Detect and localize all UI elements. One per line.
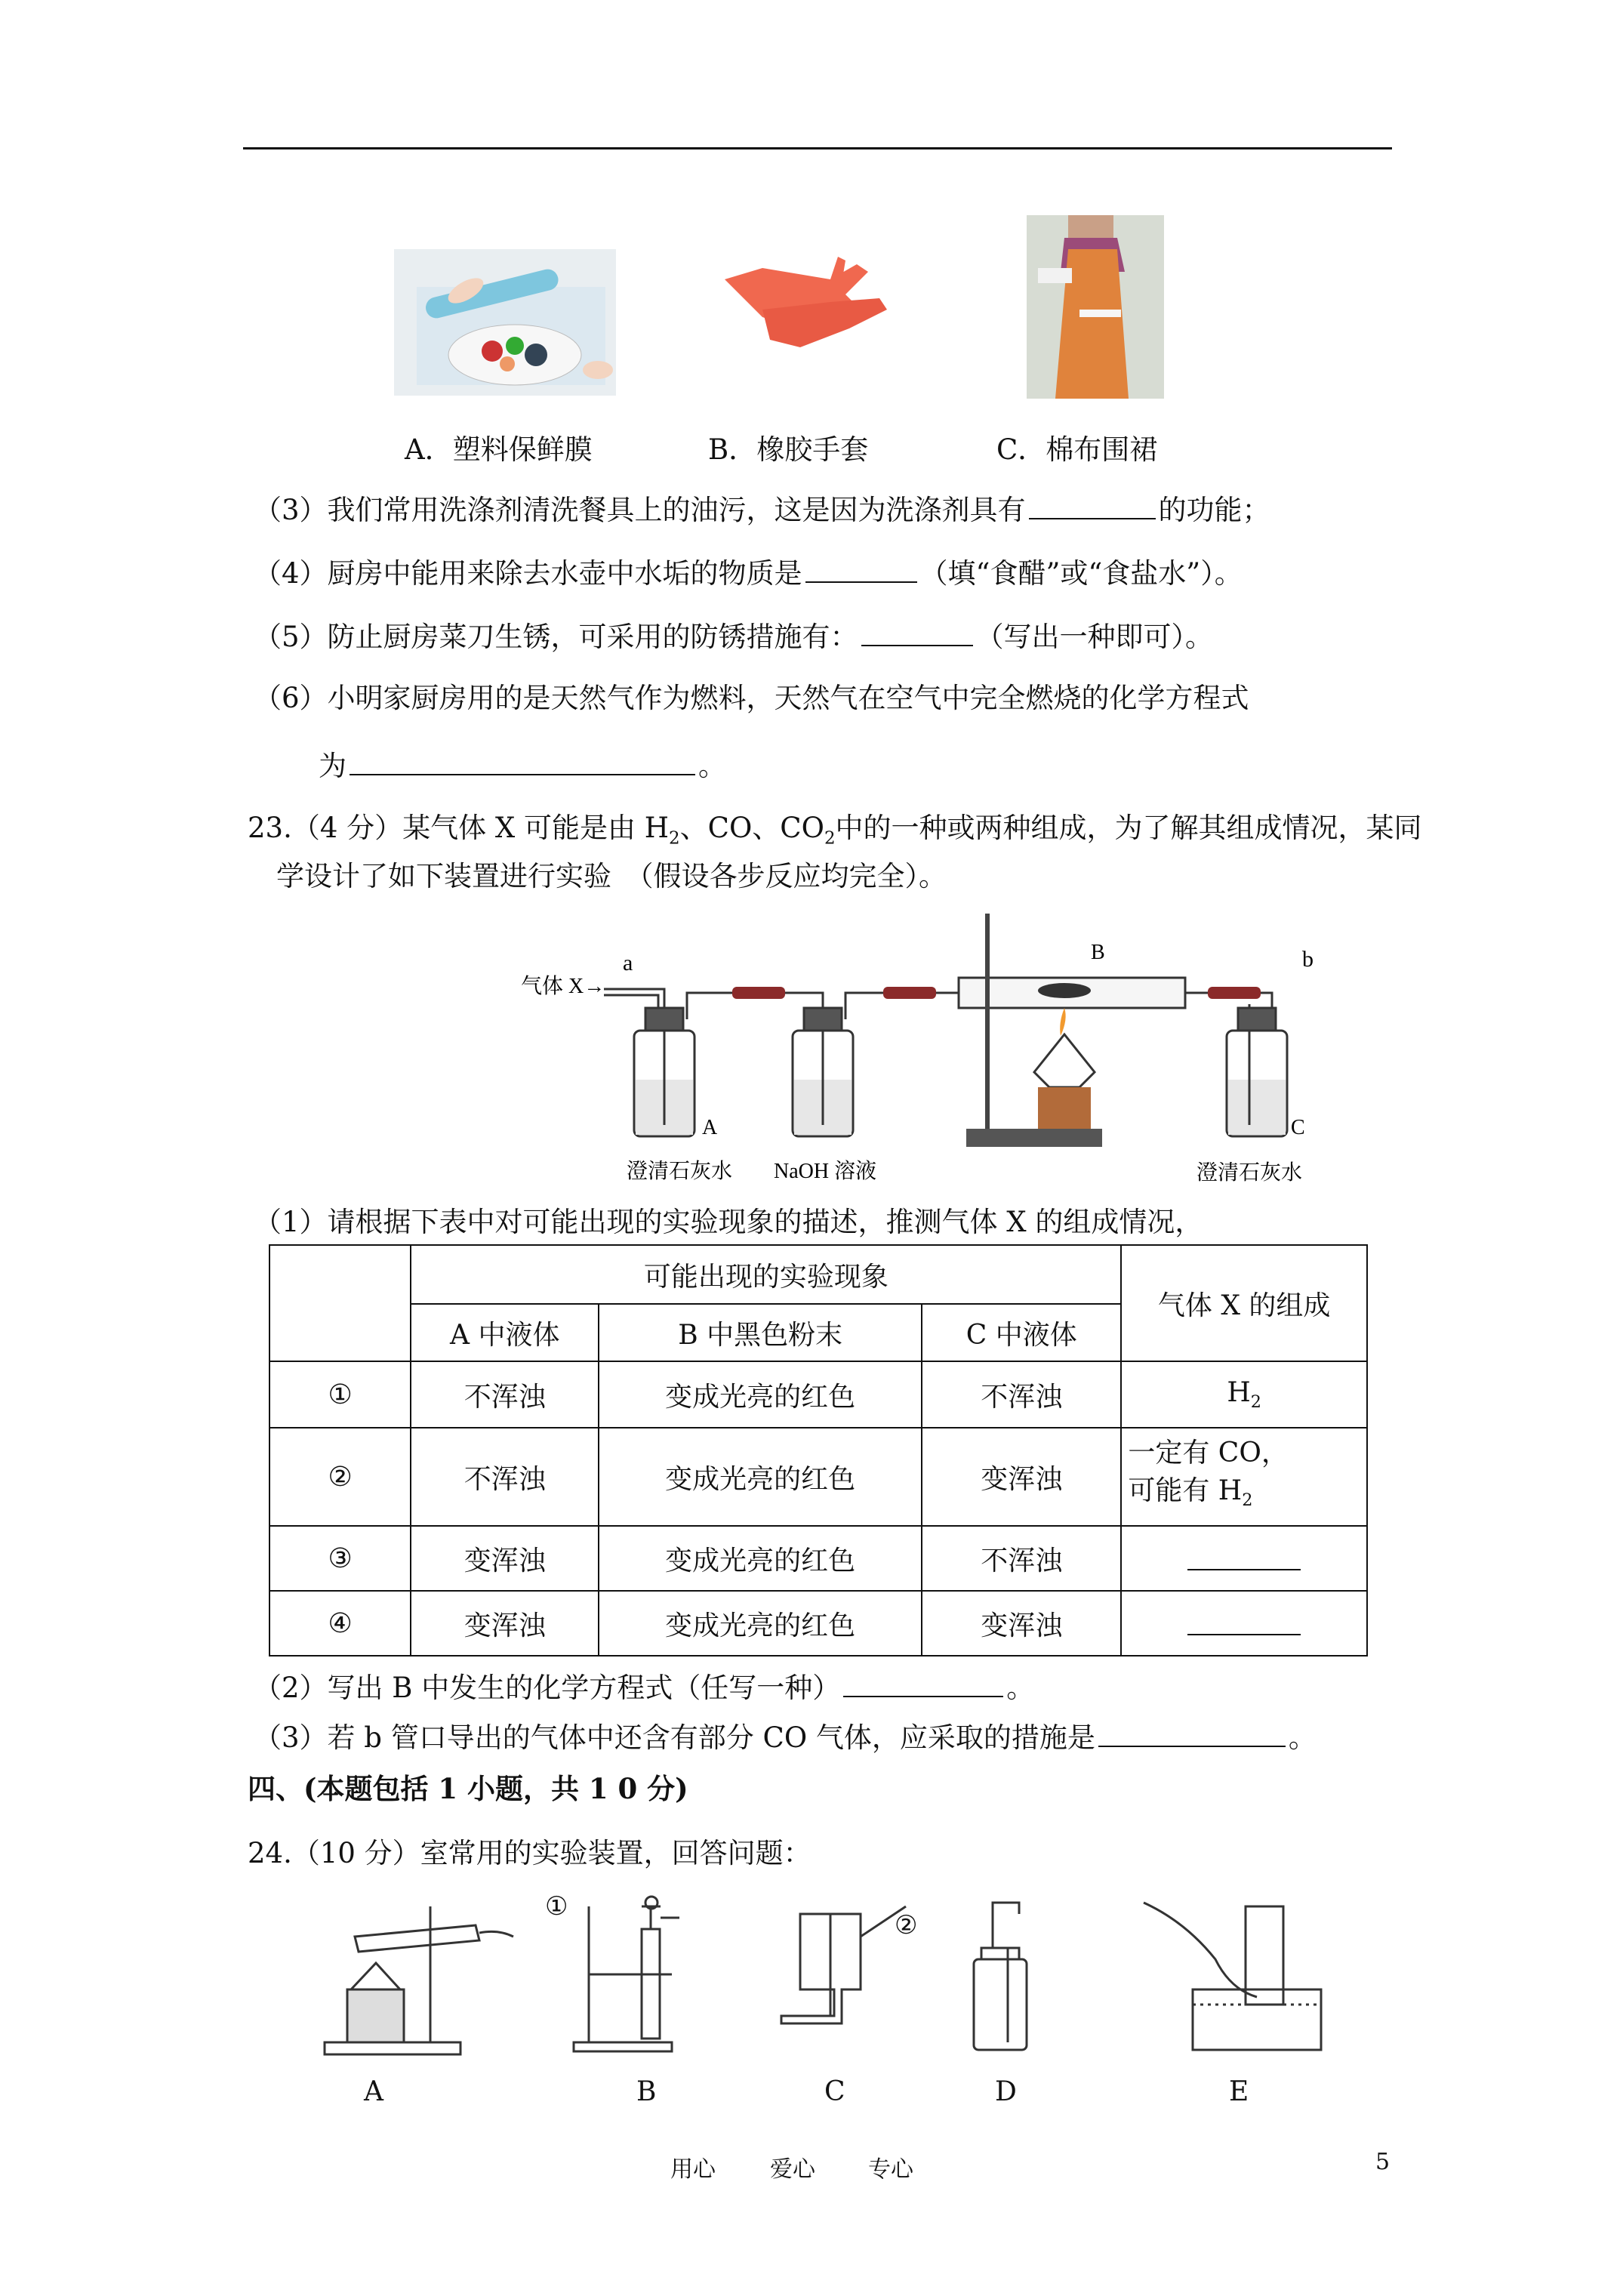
table-row: ④ 变浑浊 变成光亮的红色 变浑浊 (269, 1591, 1367, 1656)
q23-p2: （2）写出 B 中发生的化学方程式（任写一种） 。 (254, 1667, 1034, 1707)
q24-marker-1: ① (545, 1891, 568, 1922)
q24-marker-2: ② (895, 1910, 918, 1940)
table-col-a: A 中液体 (411, 1304, 599, 1361)
section-4-heading: 四、(本题包括 1 小题，共 1 0 分) (248, 1772, 688, 1805)
q24-label-d: D (995, 2076, 1017, 2107)
q24-label-e: E (1229, 2076, 1249, 2107)
point-b-label: b (1302, 947, 1313, 972)
footer-word-1: 用心 (670, 2156, 716, 2183)
caption-b: B．橡胶手套 (708, 433, 869, 466)
answer-blank[interactable] (843, 1667, 1003, 1697)
phenomena-table (269, 1244, 1368, 1657)
q22-p6-line1: （6）小明家厨房用的是天然气作为燃料，天然气在空气中完全燃烧的化学方程式 (254, 682, 1249, 714)
photo-cotton-apron (1027, 215, 1164, 399)
answer-blank[interactable] (1098, 1717, 1286, 1747)
q23-intro-2: 学设计了如下装置进行实验 （假设各步反应均完全）。 (276, 860, 947, 892)
tube-B-label: B (1091, 941, 1105, 964)
header-rule (243, 147, 1392, 149)
bottle-C-label: C (1291, 1116, 1305, 1139)
q22-p6-line2: 为 。 (319, 745, 726, 785)
caption-a: A．塑料保鲜膜 (405, 433, 593, 466)
table-col-b: B 中黑色粉末 (599, 1304, 922, 1361)
answer-blank[interactable] (861, 616, 973, 646)
photo-rubber-gloves (717, 227, 897, 370)
q23-p3: （3）若 b 管口导出的气体中还含有部分 CO 气体，应采取的措施是 。 (254, 1717, 1317, 1757)
answer-blank[interactable] (350, 745, 695, 775)
q24-label-b: B (636, 2076, 657, 2107)
table-row: ① 不浑浊 变成光亮的红色 不浑浊 $H_2$ (269, 1361, 1367, 1428)
answer-blank[interactable] (1029, 489, 1156, 519)
table-corner (269, 1245, 411, 1361)
q22-p4: （4）厨房中能用来除去水壶中水垢的物质是 （填“食醋”或“食盐水”）。 (254, 553, 1243, 593)
page-number: 5 (1375, 2149, 1390, 2175)
q24-label-c: C (824, 2076, 845, 2107)
bottle-c-solution: 澄清石灰水 (1196, 1161, 1303, 1185)
answer-blank[interactable] (1187, 1540, 1301, 1570)
table-composition-header: 气体 X 的组成 (1121, 1245, 1367, 1361)
answer-blank[interactable] (805, 553, 917, 583)
q23-apparatus-diagram (513, 898, 1329, 1193)
gas-in-label: 气体 X→ (521, 975, 605, 998)
q23-intro: 23.（4 分）某气体 X 可能是由 $H_2$、CO、$CO_2$中的一种或两种组成，为了解其组成情况，某同 (248, 812, 1422, 849)
q22-p3: （3）我们常用洗涤剂清洗餐具上的油污，这是因为洗涤剂具有 的功能； (254, 489, 1270, 529)
table-col-c: C 中液体 (922, 1304, 1121, 1361)
point-a-label: a (623, 951, 633, 975)
bottle-a-solution: 澄清石灰水 (627, 1160, 733, 1183)
q24-label-a: A (364, 2076, 383, 2107)
bottle-A-label: A (702, 1116, 718, 1139)
answer-blank[interactable] (1187, 1605, 1301, 1635)
q24-intro: 24.（10 分）室常用的实验装置，回答问题： (248, 1837, 812, 1869)
table-row: ③ 变浑浊 变成光亮的红色 不浑浊 (269, 1526, 1367, 1591)
footer-word-2: 爱心 (770, 2156, 815, 2183)
table-row: ② 不浑浊 变成光亮的红色 变浑浊 一定有 CO， 可能有 $H_2$ (269, 1428, 1367, 1526)
bottle-naoh-solution: NaOH 溶液 (774, 1160, 877, 1183)
q22-p5: （5）防止厨房菜刀生锈，可采用的防锈措施有： （写出一种即可）。 (254, 616, 1213, 656)
caption-c: C．棉布围裙 (996, 433, 1158, 466)
photo-plastic-wrap (394, 249, 616, 396)
q24-apparatus-diagram (317, 1891, 1329, 2118)
q23-p1: （1）请根据下表中对可能出现的实验现象的描述，推测气体 X 的组成情况， (254, 1206, 1203, 1238)
table-group-header: 可能出现的实验现象 (411, 1245, 1121, 1304)
footer-word-3: 专心 (868, 2156, 913, 2183)
